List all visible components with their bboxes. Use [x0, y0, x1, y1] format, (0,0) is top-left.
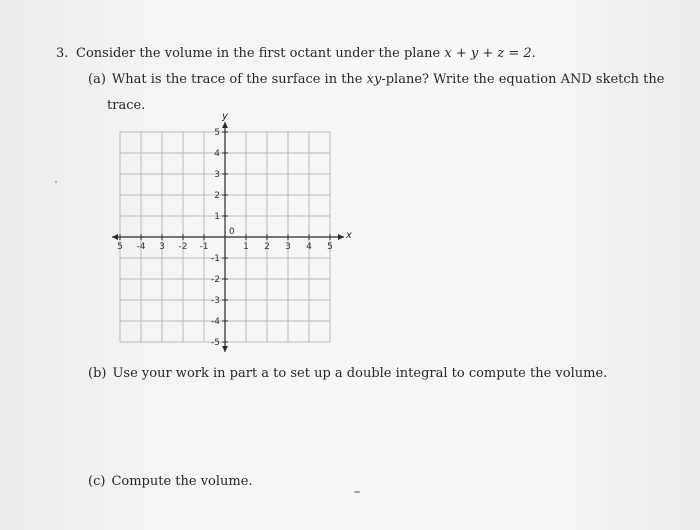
- x-tick-label: 1: [243, 242, 249, 252]
- y-tick-label: 1: [214, 212, 220, 222]
- part-b-text: Use your work in part a to set up a double integral to compute the volume.: [112, 366, 608, 381]
- coordinate-grid-svg: [106, 112, 356, 358]
- question-text: Consider the volume in the first octant under the plane: [76, 46, 445, 61]
- x-tick-label: 4: [306, 242, 312, 252]
- y-tick-label: 3: [214, 170, 220, 180]
- x-tick-label: 5: [117, 242, 123, 252]
- x-tick-label: 3: [159, 242, 165, 252]
- y-tick-label: -5: [211, 338, 220, 348]
- y-tick-label: 2: [214, 191, 220, 201]
- x-tick-label: -1: [199, 242, 209, 252]
- stray-mark: [354, 491, 360, 493]
- y-tick-label: -1: [211, 254, 220, 264]
- x-axis-label: x: [346, 230, 352, 241]
- y-tick-label: 5: [214, 128, 220, 138]
- x-tick-label: 3: [285, 242, 291, 252]
- y-tick-label: -4: [211, 317, 220, 327]
- y-axis-arrow-down: [222, 346, 228, 352]
- coordinate-grid: [106, 112, 356, 358]
- x-tick-label: 2: [264, 242, 270, 252]
- part-c-text: Compute the volume.: [111, 474, 253, 489]
- question-statement: [76, 46, 536, 62]
- x-tick-label: -2: [178, 242, 188, 252]
- x-tick-label: -4: [136, 242, 146, 252]
- y-tick-label: 4: [214, 149, 220, 159]
- part-b-label: (b): [88, 366, 107, 381]
- x-axis-arrow-left: [112, 234, 118, 240]
- x-tick-label: 5: [327, 242, 333, 252]
- part-a-label: (a): [88, 72, 106, 87]
- y-axis-arrow-up: [222, 122, 228, 128]
- x-axis-arrow-right: [338, 234, 344, 240]
- y-tick-label: -2: [211, 275, 220, 285]
- origin-label: 0: [229, 227, 235, 237]
- stray-dot: [55, 181, 57, 183]
- part-a-prompt-continued: trace.: [107, 98, 146, 113]
- question-number: 3.: [56, 46, 69, 61]
- part-b-prompt: [88, 366, 607, 382]
- plane-equation: x + y + z = 2.: [444, 46, 536, 61]
- y-tick-label: -3: [211, 296, 220, 306]
- part-c-prompt: [88, 474, 253, 490]
- part-a-plane-name: xy: [366, 72, 382, 87]
- part-a-text-1: What is the trace of the surface in the: [111, 72, 367, 87]
- part-a-prompt: [88, 72, 664, 88]
- part-a-text-2: -plane? Write the equation AND sketch the: [381, 72, 665, 87]
- y-axis-label: y: [222, 112, 228, 122]
- part-c-label: (c): [88, 474, 106, 489]
